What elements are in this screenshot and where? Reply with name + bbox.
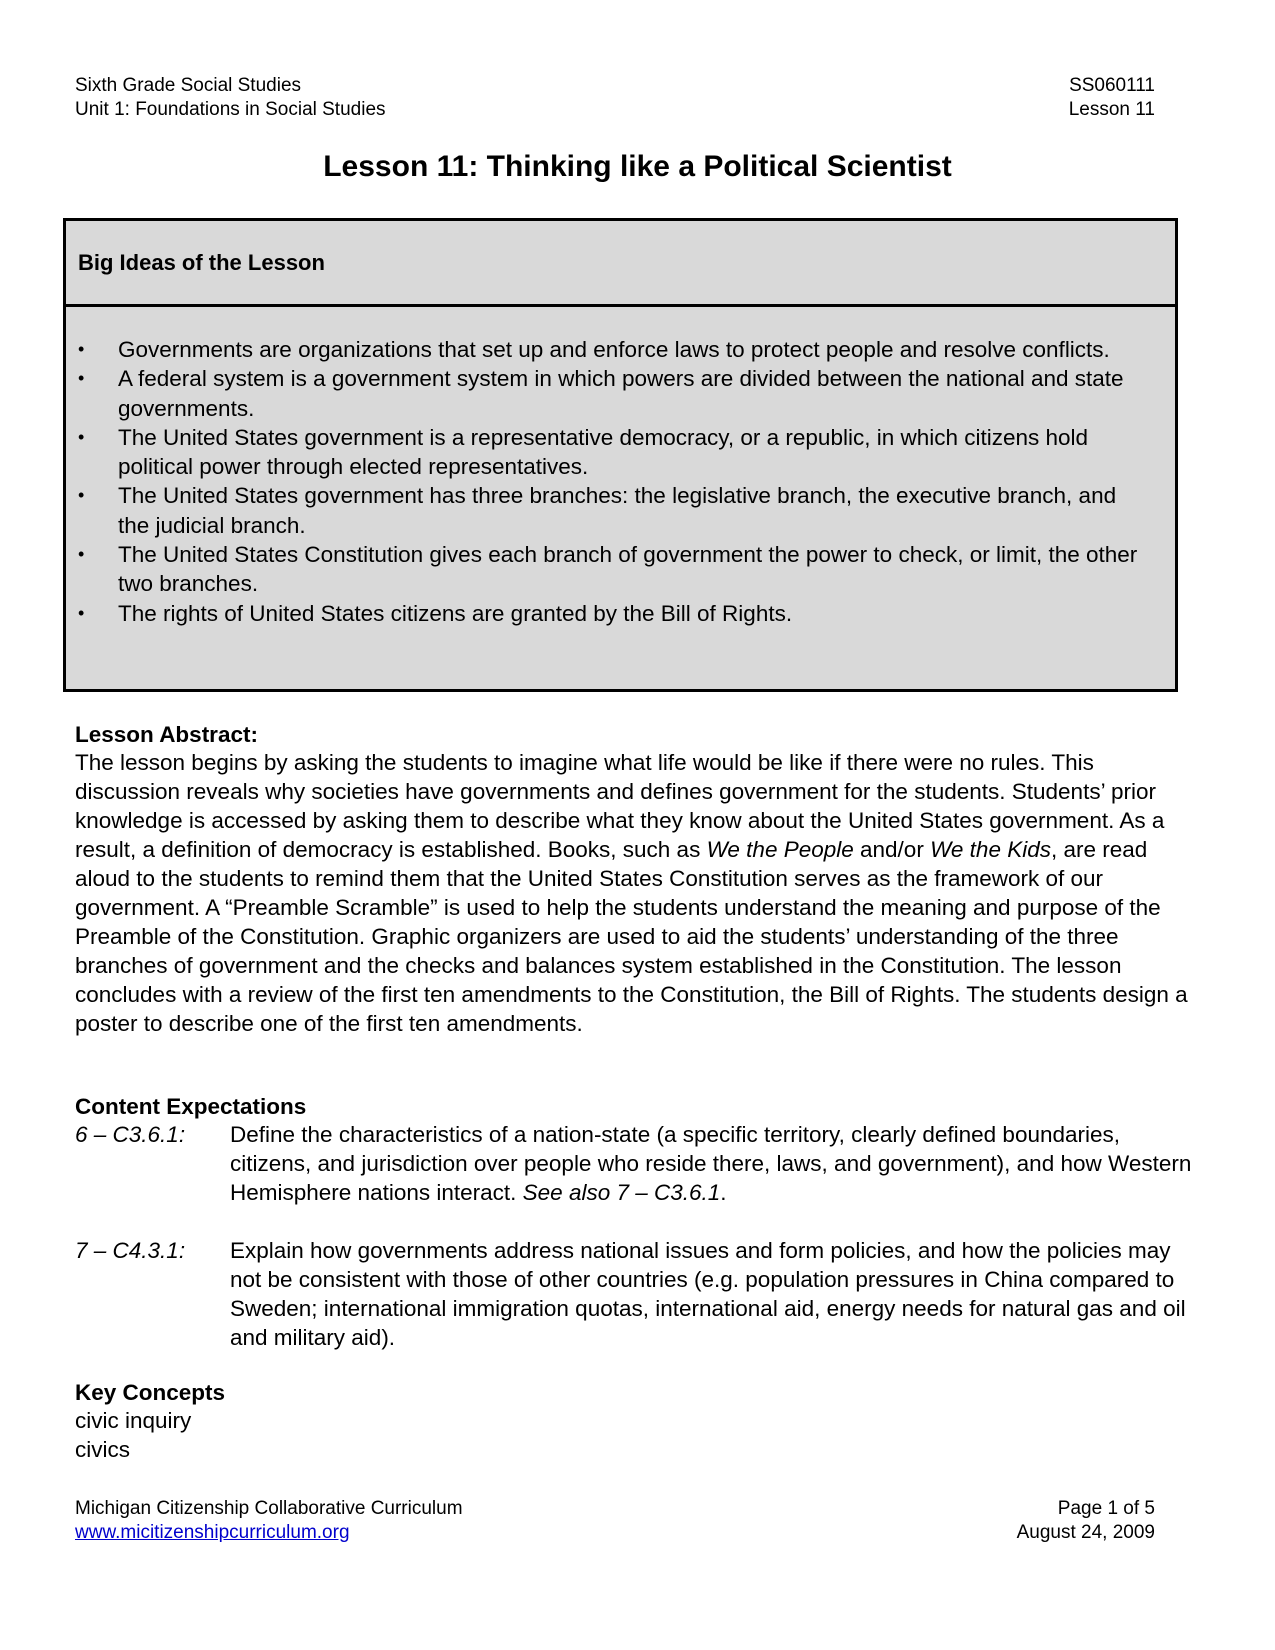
- book-title: We the Kids: [930, 837, 1051, 862]
- key-concept-item: civics: [75, 1437, 130, 1462]
- expectation-text: Define the characteristics of a nation-state (a specific territory, clearly defined boundaries, citizens, and jurisdiction over people who reside there, laws, and government), and how Western Hemisphere nations interact. See also 7 – C3.6.1.: [230, 1122, 1192, 1205]
- lesson-code: SS060111: [1069, 75, 1155, 96]
- abstract-heading: Lesson Abstract:: [75, 722, 258, 747]
- big-ideas-heading: Big Ideas of the Lesson: [66, 221, 1175, 307]
- content-expectations: [75, 1094, 1195, 1352]
- big-ideas-list: [76, 335, 1145, 628]
- key-concept-item: civic inquiry: [75, 1408, 192, 1433]
- header-left: [75, 74, 386, 122]
- bullet-icon: •: [78, 602, 85, 623]
- big-ideas-box: [63, 218, 1178, 692]
- bullet-icon: •: [78, 544, 85, 565]
- big-idea-item: • The United States government has three branches: the legislative branch, the executive branch, and the judicial branch.: [78, 483, 1117, 538]
- footer-left: [75, 1497, 463, 1545]
- abstract-text: The lesson begins by asking the students to imagine what life would be like if there were no rules. This discussion reveals why societies have governments and defines government for the students. Students’ prior knowledge is accessed by asking them to describe what they know about the United States government. As a result, a definition of democracy is established. Books, such as We the People and/or We the Kids, are read aloud to the students to remind them that the United States Constitution serves as the framework of our government. A “Preamble Scramble” is used to help the students understand the meaning and purpose of the Preamble of the Constitution. Graphic organizers are used to aid the students’ understanding of the three branches of government and the checks and balances system established in the Constitution. The lesson concludes with a review of the first ten amendments to the Constitution, the Bill of Rights. The students design a poster to describe one of the first ten amendments.: [75, 750, 1188, 1036]
- big-idea-item: • Governments are organizations that set up and enforce laws to protect people and resolve conflicts.: [76, 335, 1145, 364]
- bullet-icon: •: [78, 339, 85, 359]
- organization-name: Michigan Citizenship Collaborative Curriculum: [75, 1498, 463, 1519]
- bullet-icon: •: [78, 426, 85, 447]
- expectation-code: 7 – C4.3.1:: [75, 1238, 186, 1263]
- page-number: Page 1 of 5: [1057, 1498, 1155, 1519]
- big-idea-item: • The United States Constitution gives each branch of government the power to check, or limit, the other two branches.: [78, 542, 1138, 597]
- key-concepts-heading: Key Concepts: [75, 1380, 226, 1405]
- content-expectations-heading: Content Expectations: [75, 1094, 307, 1119]
- header-right: [1069, 74, 1155, 122]
- curriculum-website-link[interactable]: www.micitizenshipcurriculum.org: [75, 1522, 350, 1543]
- bullet-icon: •: [78, 368, 85, 389]
- big-idea-item: • The rights of United States citizens are granted by the Bill of Rights.: [76, 599, 1145, 628]
- expectation-row: [75, 1120, 1195, 1207]
- lesson-abstract: [75, 722, 1195, 1038]
- expectation-code: 6 – C3.6.1:: [75, 1122, 186, 1147]
- page-title: Lesson 11: Thinking like a Political Scientist: [323, 150, 952, 183]
- unit-name: Unit 1: Foundations in Social Studies: [75, 99, 386, 120]
- lesson-number: Lesson 11: [1068, 99, 1155, 120]
- bullet-icon: •: [78, 485, 85, 506]
- big-idea-item: • The United States government is a representative democracy, or a republic, in which citizens hold political power through elected representatives.: [78, 424, 1089, 480]
- big-idea-item: • A federal system is a government system in which powers are divided between the national and state governments.: [78, 366, 1124, 421]
- footer-right: [1017, 1497, 1155, 1545]
- key-concepts: [75, 1380, 225, 1464]
- see-also-reference: See also 7 – C3.6.1: [522, 1180, 721, 1205]
- course-name: Sixth Grade Social Studies: [75, 75, 302, 96]
- book-title: We the People: [706, 837, 854, 862]
- document-date: August 24, 2009: [1016, 1522, 1155, 1543]
- expectation-text: Explain how governments address national issues and form policies, and how the policies may not be consistent with those of other countries (e.g. population pressures in China compared to Sweden; international immigration quotas, international aid, energy needs for natural gas and oil and military aid).: [230, 1238, 1186, 1350]
- expectation-row: [75, 1236, 1195, 1352]
